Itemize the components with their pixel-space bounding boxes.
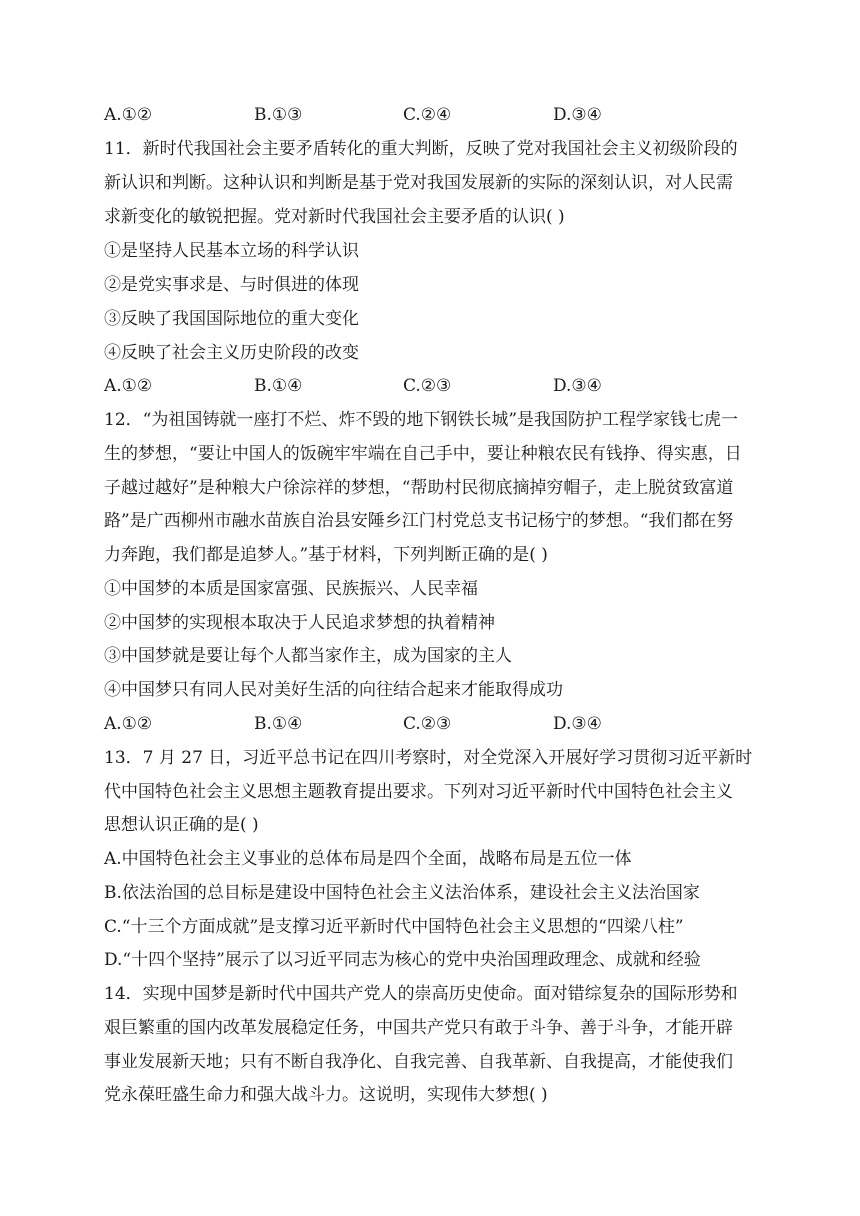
q12-stem-line-1: 12．“为祖国铸就一座打不烂、炸不毁的地下钢铁长城”是我国防护工程学家钱七虎一 — [104, 410, 739, 430]
q12-option-d: D.③④ — [553, 714, 602, 734]
q11-stem-line-1: 11．新时代我国社会主要矛盾转化的重大判断，反映了党对我国社会主义初级阶段的 — [104, 139, 738, 159]
q13-choice-c: C.“十三个方面成就”是支撑习近平新时代中国特色社会主义思想的“四梁八柱” — [104, 917, 684, 937]
q12-option-c: C.②③ — [403, 714, 452, 734]
q14-stem-line-4: 党永葆旺盛生命力和强大战斗力。这说明，实现伟大梦想( ) — [104, 1085, 548, 1105]
q13-stem-line-2: 代中国特色社会主义思想主题教育提出要求。下列对习近平新时代中国特色社会主义 — [104, 782, 733, 802]
q11-option-a: A.①② — [104, 376, 153, 396]
q11-statement-2: ②是党实事求是、与时俱进的体现 — [104, 275, 359, 295]
q13-choice-b: B.依法治国的总目标是建设中国特色社会主义法治体系，建设社会主义法治国家 — [104, 883, 700, 903]
q12-statement-4: ④中国梦只有同人民对美好生活的向往结合起来才能取得成功 — [104, 680, 563, 700]
q12-option-b: B.①④ — [254, 714, 303, 734]
q12-stem-line-5: 力奔跑，我们都是追梦人。”基于材料，下列判断正确的是( ) — [104, 545, 548, 565]
q11-option-c: C.②③ — [403, 376, 452, 396]
q10-options — [104, 103, 704, 127]
q11-stem-line-2: 新认识和判断。这种认识和判断是基于党对我国发展新的实际的深刻认识，对人民需 — [104, 173, 733, 193]
q13-choice-a: A.中国特色社会主义事业的总体布局是四个全面，战略布局是五位一体 — [104, 849, 632, 869]
q12-stem-line-4: 路”是广西柳州市融水苗族自治县安陲乡江门村党总支书记杨宁的梦想。“我们都在努 — [104, 511, 734, 531]
q13-stem-line-1: 13．7 月 27 日，习近平总书记在四川考察时，对全党深入开展好学习贯彻习近平新时 — [104, 748, 753, 768]
q14-stem-line-1: 14．实现中国梦是新时代中国共产党人的崇高历史使命。面对错综复杂的国际形势和 — [104, 984, 738, 1004]
q10-option-b: B.①③ — [254, 105, 303, 125]
q12-stem-line-3: 子越过越好”是种粮大户徐淙祥的梦想，“帮助村民彻底摘掉穷帽子，走上脱贫致富道 — [104, 478, 734, 498]
q12-options — [104, 712, 704, 736]
q11-options — [104, 374, 704, 398]
q14-stem-line-2: 艰巨繁重的国内改革发展稳定任务，中国共产党只有敢于斗争、善于斗争，才能开辟 — [104, 1018, 733, 1038]
q11-option-d: D.③④ — [553, 376, 602, 396]
q13-stem-line-3: 思想认识正确的是( ) — [104, 815, 259, 835]
q11-statement-3: ③反映了我国国际地位的重大变化 — [104, 309, 359, 329]
q12-statement-3: ③中国梦就是要让每个人都当家作主，成为国家的主人 — [104, 646, 512, 666]
q12-stem-line-2: 生的梦想，“要让中国人的饭碗牢牢端在自己手中，要让种粮农民有钱挣、得实惠，日 — [104, 444, 742, 464]
q10-option-c: C.②④ — [403, 105, 452, 125]
q10-option-d: D.③④ — [553, 105, 602, 125]
q14-stem-line-3: 事业发展新天地；只有不断自我净化、自我完善、自我革新、自我提高，才能使我们 — [104, 1052, 733, 1072]
q12-statement-1: ①中国梦的本质是国家富强、民族振兴、人民幸福 — [104, 579, 478, 599]
q11-statement-4: ④反映了社会主义历史阶段的改变 — [104, 343, 359, 363]
q12-statement-2: ②中国梦的实现根本取决于人民追求梦想的执着精神 — [104, 613, 495, 633]
q12-option-a: A.①② — [104, 714, 153, 734]
q11-statement-1: ①是坚持人民基本立场的科学认识 — [104, 241, 359, 261]
q11-stem-line-3: 求新变化的敏锐把握。党对新时代我国社会主要矛盾的认识( ) — [104, 207, 565, 227]
q11-option-b: B.①④ — [254, 376, 303, 396]
q10-option-a: A.①② — [104, 105, 153, 125]
q13-choice-d: D.“十四个坚持”展示了以习近平同志为核心的党中央治国理政理念、成就和经验 — [104, 950, 701, 970]
